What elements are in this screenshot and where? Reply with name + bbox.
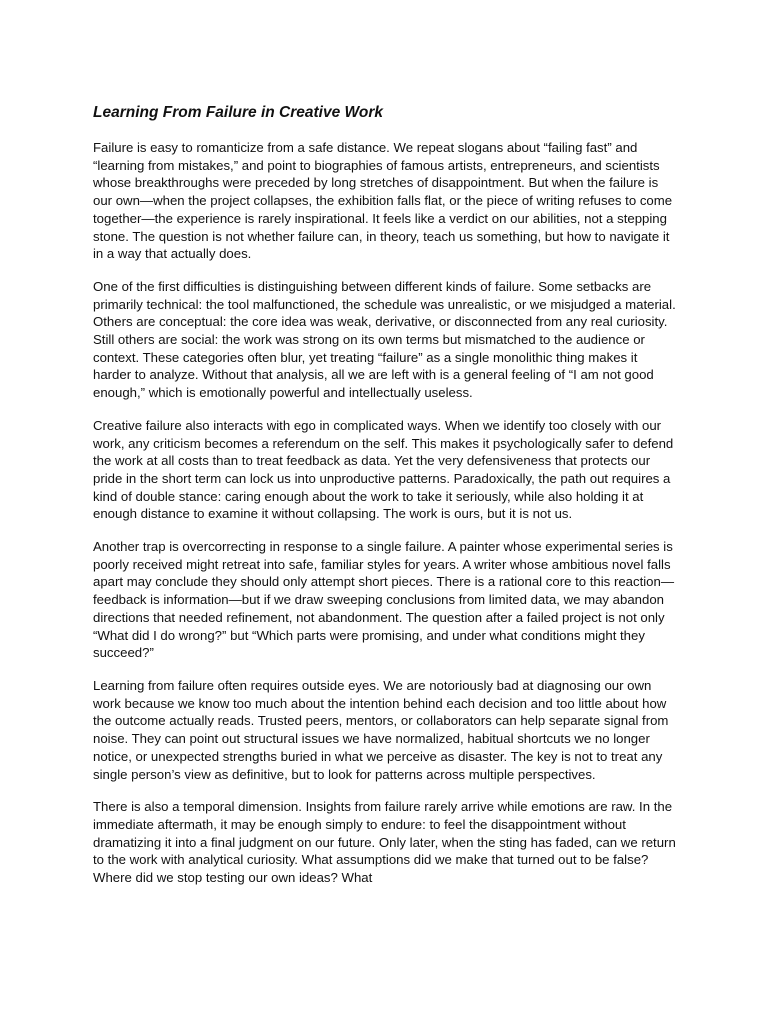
document-title: Learning From Failure in Creative Work (93, 104, 383, 121)
paragraph-5: Learning from failure often requires outside eyes. We are notoriously bad at diagnosing our own work because we know too much about the intention behind each decision and too little about how the outcome actually reads. Trusted peers, mentors, or collaborators can help separate signal from noise. They can point out structural issues we have normalized, habitual shortcuts we no longer notice, or unexpected strengths buried in what we perceive as disaster. The key is not to treat any single person’s view as definitive, but to look for patterns across multiple perspectives. (93, 677, 669, 782)
paragraph-2: One of the first difficulties is distinguishing between different kinds of failure. Some setbacks are primarily technical: the tool malfunctioned, the schedule was unrealistic, or we misjudged a material. Others are conceptual: the core idea was weak, derivative, or disconnected from any real curiosity. Still others are social: the work was strong on its own terms but mismatched to the audience or context. These categories often blur, yet treating “failure” as a single monolithic thing makes it harder to analyze. Without that analysis, all we are left with is a general feeling of “I am not good enough,” which is emotionally powerful and intellectually useless. (93, 278, 676, 401)
paragraph-1: Failure is easy to romanticize from a safe distance. We repeat slogans about “failing fast” and “learning from mistakes,” and point to biographies of famous artists, entrepreneurs, and scientists whose breakthroughs were preceded by long stretches of disappointment. But when the failure is our own—when the project collapses, the exhibition falls flat, or the piece of writing refuses to come together—the experience is rarely inspirational. It feels like a verdict on our abilities, not a stepping stone. The question is not whether failure can, in theory, teach us something, but how to navigate it in a way that actually does. (93, 140, 673, 262)
document-body (93, 103, 677, 902)
paragraph-3: Creative failure also interacts with ego in complicated ways. When we identify too closely with our work, any criticism becomes a referendum on the self. This makes it psychologically safer to defend the work at all costs than to treat feedback as data. Yet the very defensiveness that protects our pride in the short term can lock us into unproductive patterns. Paradoxically, the path out requires a kind of double stance: caring enough about the work to take it seriously, while also holding it at enough distance to examine it without collapsing. The work is ours, but it is not us. (93, 417, 674, 522)
paragraph-6: There is also a temporal dimension. Insights from failure rarely arrive while emotions are raw. In the immediate aftermath, it may be enough simply to endure: to feel the disappointment without dramatizing it into a final judgment on our future. Only later, when the sting has faded, can we return to the work with analytical curiosity. What assumptions did we make that turned out to be false? Where did we stop testing our own ideas? What (93, 799, 676, 886)
paragraph-4: Another trap is overcorrecting in response to a single failure. A painter whose experimental series is poorly received might retreat into safe, familiar styles for years. A writer whose ambitious novel falls apart may conclude they should only attempt short pieces. There is a rational core to this reaction—feedback is information—but if we draw sweeping conclusions from limited data, we may abandon directions that needed refinement, not abandonment. The question after a failed project is not only “What did I do wrong?” but “Which parts were promising, and under what conditions might they succeed?” (93, 539, 675, 661)
